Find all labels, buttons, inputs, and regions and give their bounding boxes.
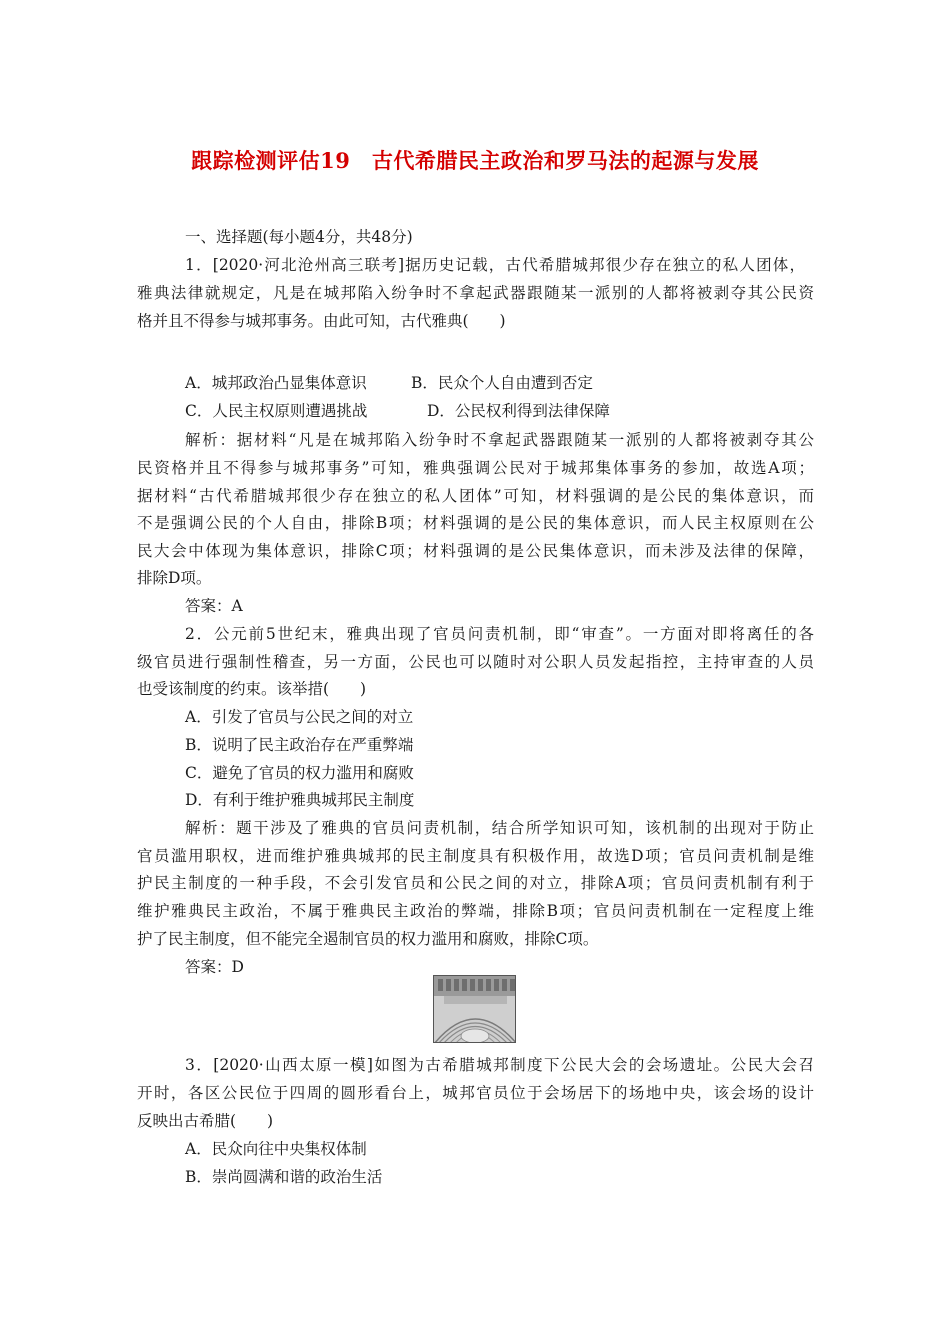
q3-stem-line-3: 反映出古希腊( ) xyxy=(137,1112,274,1130)
page-title: 跟踪检测评估19 古代希腊民主政治和罗马法的起源与发展 xyxy=(191,148,759,173)
q3-stem-line-1: 3．[2020·山西太原一模]如图为古希腊城邦制度下公民大会的会场遗址。公民大会召 xyxy=(185,1056,814,1074)
q2-stem-line-1: 2．公元前5世纪末，雅典出现了官员问责机制，即“审查”。一方面对即将离任的各 xyxy=(185,625,814,643)
q2-option-b: B．说明了民主政治存在严重弊端 xyxy=(185,736,414,754)
q1-analysis-line-6: 排除D项。 xyxy=(137,569,212,587)
q1-option-a: A．城邦政治凸显集体意识 xyxy=(185,374,367,392)
assembly-site-photo xyxy=(433,975,516,1043)
q3-stem-line-2: 开时，各区公民位于四周的圆形看台上，城邦官员位于会场居下的场地中央，该会场的设计 xyxy=(137,1084,814,1102)
q2-answer: 答案：D xyxy=(185,958,244,976)
q2-option-c: C．避免了官员的权力滥用和腐败 xyxy=(185,764,414,782)
q1-stem-line-2: 雅典法律就规定，凡是在城邦陷入纷争时不拿起武器跟随某一派别的人都将被剥夺其公民资 xyxy=(137,284,814,302)
q1-analysis-line-1: 解析：据材料“凡是在城邦陷入纷争时不拿起武器跟随某一派别的人都将被剥夺其公 xyxy=(185,431,814,449)
q2-stem-line-3: 也受该制度的约束。该举措( ) xyxy=(137,680,367,698)
q3-option-a: A．民众向往中央集权体制 xyxy=(185,1140,367,1158)
q1-analysis-line-3: 据材料“古代希腊城邦很少存在独立的私人团体”可知，材料强调的是公民的集体意识，而 xyxy=(137,487,814,505)
q2-option-a: A．引发了官员与公民之间的对立 xyxy=(185,708,414,726)
q1-option-d: D．公民权利得到法律保障 xyxy=(427,402,610,420)
q1-option-b: B．民众个人自由遭到否定 xyxy=(411,374,593,392)
q2-analysis-line-5: 护了民主制度，但不能完全遏制官员的权力滥用和腐败，排除C项。 xyxy=(137,930,599,948)
q1-stem-line-3: 格并且不得参与城邦事务。由此可知，古代雅典( ) xyxy=(137,312,506,330)
amphitheater-illustration xyxy=(434,976,516,1043)
q1-analysis-line-2: 民资格并且不得参与城邦事务”可知，雅典强调公民对于城邦集体事务的参加，故选A项； xyxy=(137,459,814,477)
q2-analysis-line-3: 护民主制度的一种手段，不会引发官员和公民之间的对立，排除A项；官员问责机制有利于 xyxy=(137,874,814,892)
q1-option-c: C．人民主权原则遭遇挑战 xyxy=(185,402,368,420)
q2-stem-line-2: 级官员进行强制性稽查，另一方面，公民也可以随时对公职人员发起指控，主持审查的人员 xyxy=(137,653,814,671)
q2-option-d: D．有利于维护雅典城邦民主制度 xyxy=(185,791,415,809)
section-heading: 一、选择题(每小题4分，共48分) xyxy=(185,228,413,246)
q1-analysis-line-4: 不是强调公民的个人自由，排除B项；材料强调的是公民的集体意识，而人民主权原则在公 xyxy=(137,514,814,532)
q1-analysis-line-5: 民大会中体现为集体意识，排除C项；材料强调的是公民集体意识，而未涉及法律的保障， xyxy=(137,542,814,560)
q1-stem-line-1: 1．[2020·河北沧州高三联考]据历史记载，古代希腊城邦很少存在独立的私人团体， xyxy=(185,256,805,274)
q3-option-b: B．崇尚圆满和谐的政治生活 xyxy=(185,1168,383,1186)
q2-analysis-line-4: 维护雅典民主政治，不属于雅典民主政治的弊端，排除B项；官员问责机制在一定程度上维 xyxy=(137,902,814,920)
q1-answer: 答案：A xyxy=(185,597,243,615)
q2-analysis-line-1: 解析：题干涉及了雅典的官员问责机制，结合所学知识可知，该机制的出现对于防止 xyxy=(185,819,814,837)
q2-analysis-line-2: 官员滥用职权，进而维护雅典城邦的民主制度具有积极作用，故选D项；官员问责机制是维 xyxy=(137,847,814,865)
